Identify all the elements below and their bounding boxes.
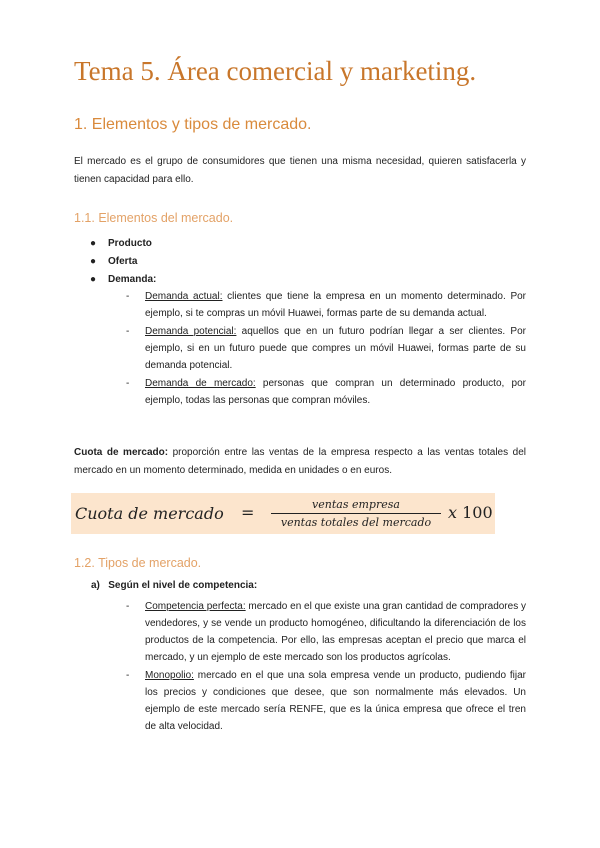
fraction-bar	[271, 513, 441, 514]
bullet-label-producto: Producto	[108, 238, 152, 249]
demanda-sublist	[126, 288, 526, 410]
competencia-heading	[91, 580, 257, 591]
dash-icon: -	[126, 601, 130, 612]
bullet-icon: ●	[90, 274, 97, 285]
list-marker-a: a)	[91, 580, 100, 591]
subsection-heading-elementos: 1.1. Elementos del mercado.	[74, 211, 234, 225]
bullet-label-demanda: Demanda:	[108, 274, 157, 285]
competencia-title: Según el nivel de competencia:	[108, 580, 258, 591]
subsection-heading-tipos: 1.2. Tipos de mercado.	[74, 556, 202, 570]
section-heading-elementos-tipos: 1. Elementos y tipos de mercado.	[74, 116, 312, 133]
definition-text: aquellos que en un futuro podrían llegar a ser clientes. Por ejemplo, si en un futuro puede que compres un móvil Huawei, formas parte de su demanda potencial.	[145, 326, 526, 371]
dash-icon: -	[126, 291, 130, 302]
cuota-label: Cuota de mercado:	[74, 447, 169, 458]
cuota-definition: proporción entre las ventas de la empresa respecto a las ventas totales del mercado en un momento determinado, medida en unidades o en euros.	[74, 447, 526, 476]
dash-icon: -	[126, 378, 130, 389]
definition-text: mercado en el que existe una gran cantidad de compradores y vendedores, y se vende un producto homogéneo, dificultando la diferenciación de los productos de la competencia. Por ello, las empresas aceptan el precio que marca el mercado, y un ejemplo de este mercado son los productos agrícolas.	[145, 601, 526, 663]
tipos-sublist	[126, 598, 526, 736]
term-demanda-mercado: Demanda de mercado:	[145, 378, 256, 389]
cuota-formula	[71, 493, 495, 534]
bullet-label-oferta: Oferta	[108, 256, 138, 267]
formula-times: x	[448, 503, 458, 522]
list-item	[126, 667, 526, 735]
bullet-icon: ●	[90, 256, 97, 267]
formula-equals: =	[241, 503, 255, 522]
dash-icon: -	[126, 670, 130, 681]
term-demanda-actual: Demanda actual:	[145, 291, 223, 302]
definition-text: personas que compran un determinado producto, por ejemplo, todas las personas que compran móviles.	[145, 378, 526, 406]
formula-factor: 100	[462, 503, 493, 522]
bullet-icon: ●	[90, 238, 97, 249]
term-monopolio: Monopolio:	[145, 670, 194, 681]
term-competencia-perfecta: Competencia perfecta:	[145, 601, 246, 612]
definition-text: clientes que tiene la empresa en un momento determinado. Por ejemplo, si te compras un móvil Huawei, formas parte de su demanda actual.	[145, 291, 527, 319]
cuota-paragraph	[74, 444, 526, 480]
formula-lhs: Cuota de mercado	[75, 504, 224, 523]
formula-numerator: ventas empresa	[312, 498, 400, 511]
formula-denominator: ventas totales del mercado	[280, 516, 432, 529]
dash-icon: -	[126, 326, 130, 337]
intro-paragraph: El mercado es el grupo de consumidores que tienen una misma necesidad, quieren satisfacerla y tienen capacidad para ello.	[74, 156, 526, 185]
page-title: Tema 5. Área comercial y marketing.	[74, 56, 477, 86]
list-item	[126, 375, 526, 409]
list-item	[126, 323, 526, 374]
definition-text: mercado en el que una sola empresa vende un producto, pudiendo fijar los precios y condiciones que desee, que son normalmente más elevados. Un ejemplo de este mercado sería RENFE, que es la única empresa que ofrece el tren de alta velocidad.	[145, 670, 526, 732]
list-item	[126, 598, 526, 666]
formula-multiplier	[448, 503, 493, 522]
term-demanda-potencial: Demanda potencial:	[145, 326, 237, 337]
list-item	[126, 288, 526, 322]
